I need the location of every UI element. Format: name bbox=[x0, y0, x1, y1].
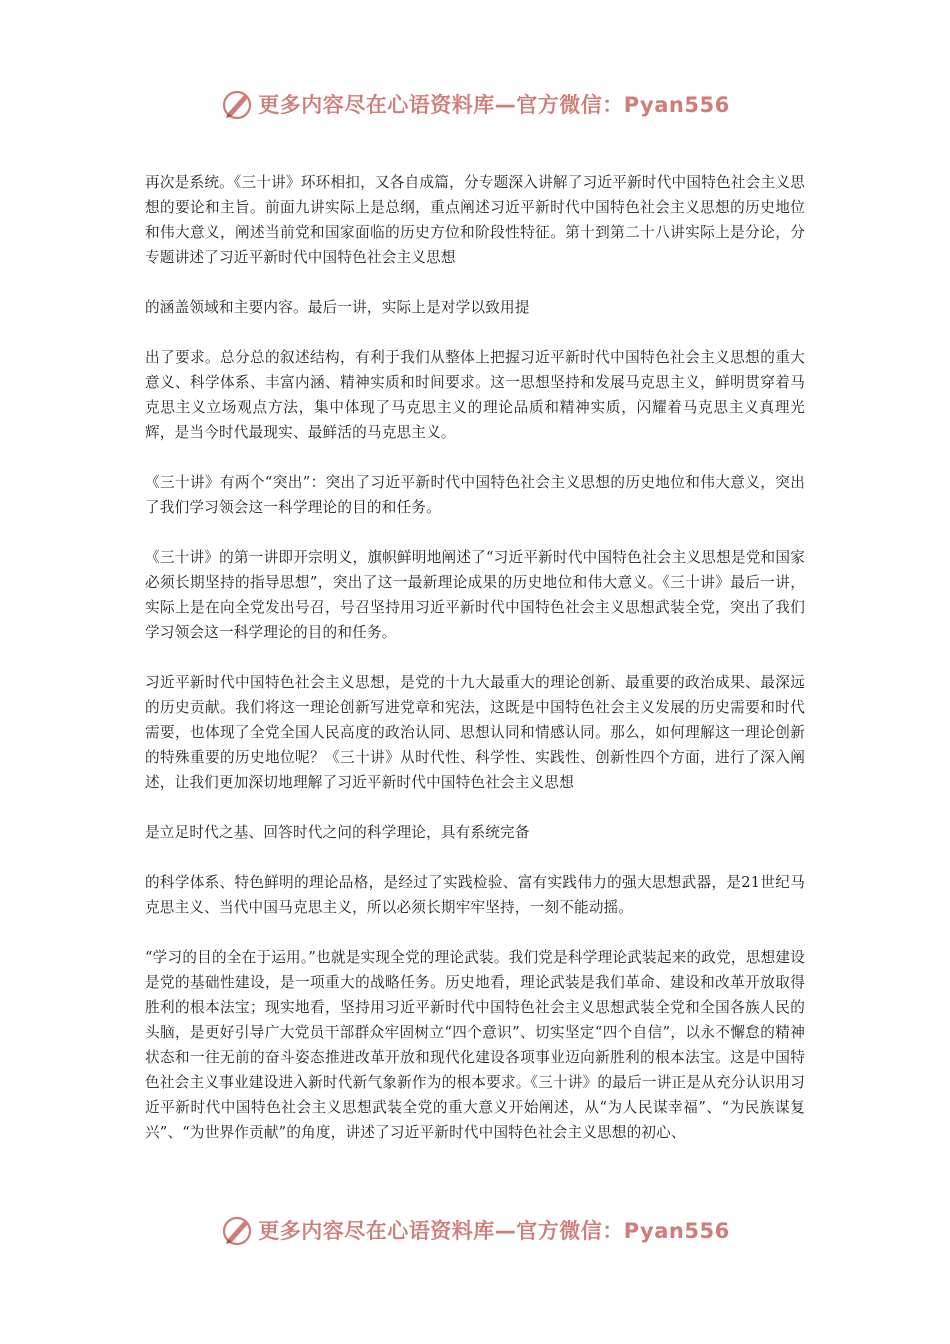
watermark-text: 更多内容尽在心语资料库—官方微信：Pyan556 bbox=[258, 93, 730, 117]
footer-watermark-banner bbox=[0, 1210, 950, 1250]
paragraph: 《三十讲》有两个“突出”：突出了习近平新时代中国特色社会主义思想的历史地位和伟大意义，突出了我们学习领会这一科学理论的目的和任务。 bbox=[145, 474, 805, 516]
header-watermark-banner bbox=[0, 84, 950, 124]
pen-circle-icon bbox=[220, 87, 254, 121]
paragraph: 是立足时代之基、回答时代之问的科学理论，具有系统完备 bbox=[145, 824, 530, 841]
paragraph: 《三十讲》的第一讲即开宗明义，旗帜鲜明地阐述了“习近平新时代中国特色社会主义思想是党和国家必须长期坚持的指导思想”，突出了这一最新理论成果的历史地位和伟大意义。《三十讲》最后一讲，实际上是在向全党发出号召，号召坚持用习近平新时代中国特色社会主义思想武装全党，突出了我们学习领会这一科学理论的目的和任务。 bbox=[145, 549, 805, 641]
paragraph: 习近平新时代中国特色社会主义思想，是党的十九大最重大的理论创新、最重要的政治成果、最深远的历史贡献。我们将这一理论创新写进党章和宪法，这既是中国特色社会主义发展的历史需要和时代需要，也体现了全党全国人民高度的政治认同、思想认同和情感认同。那么，如何理解这一理论创新的特殊重要的历史地位呢？《三十讲》从时代性、科学性、实践性、创新性四个方面，进行了深入阐述，让我们更加深切地理解了习近平新时代中国特色社会主义思想 bbox=[145, 674, 805, 791]
document-body bbox=[145, 170, 805, 1170]
paragraph: 出了要求。总分总的叙述结构，有利于我们从整体上把握习近平新时代中国特色社会主义思想的重大意义、科学体系、丰富内涵、精神实质和时间要求。这一思想坚持和发展马克思主义，鲜明贯穿着马克思主义立场观点方法，集中体现了马克思主义的理论品质和精神实质，闪耀着马克思主义真理光辉，是当今时代最现实、最鲜活的马克思主义。 bbox=[145, 349, 805, 441]
paragraph: 再次是系统。《三十讲》环环相扣，又各自成篇，分专题深入讲解了习近平新时代中国特色社会主义思想的要论和主旨。前面九讲实际上是总纲，重点阐述习近平新时代中国特色社会主义思想的历史地位和伟大意义，阐述当前党和国家面临的历史方位和阶段性特征。第十到第二十八讲实际上是分论，分专题讲述了习近平新时代中国特色社会主义思想 bbox=[145, 174, 805, 266]
watermark-text: 更多内容尽在心语资料库—官方微信：Pyan556 bbox=[258, 1219, 730, 1243]
pen-circle-icon bbox=[220, 1213, 254, 1247]
paragraph: “学习的目的全在于运用。”也就是实现全党的理论武装。我们党是科学理论武装起来的政党，思想建设是党的基础性建设，是一项重大的战略任务。历史地看，理论武装是我们革命、建设和改革开放取得胜利的根本法宝；现实地看，坚持用习近平新时代中国特色社会主义思想武装全党和全国各族人民的头脑，是更好引导广大党员干部群众牢固树立“四个意识”、切实坚定“四个自信”，以永不懈怠的精神状态和一往无前的奋斗姿态推进改革开放和现代化建设各项事业迈向新胜利的根本法宝。这是中国特色社会主义事业建设进入新时代新气象新作为的根本要求。《三十讲》的最后一讲正是从充分认识用习近平新时代中国特色社会主义思想武装全党的重大意义开始阐述，从“为人民谋幸福”、“为民族谋复兴”、“为世界作贡献”的角度，讲述了习近平新时代中国特色社会主义思想的初心、 bbox=[145, 949, 805, 1141]
paragraph: 的涵盖领域和主要内容。最后一讲，实际上是对学以致用提 bbox=[145, 299, 530, 316]
paragraph: 的科学体系、特色鲜明的理论品格，是经过了实践检验、富有实践伟力的强大思想武器，是21世纪马克思主义、当代中国马克思主义，所以必须长期牢牢坚持，一刻不能动摇。 bbox=[145, 874, 805, 916]
